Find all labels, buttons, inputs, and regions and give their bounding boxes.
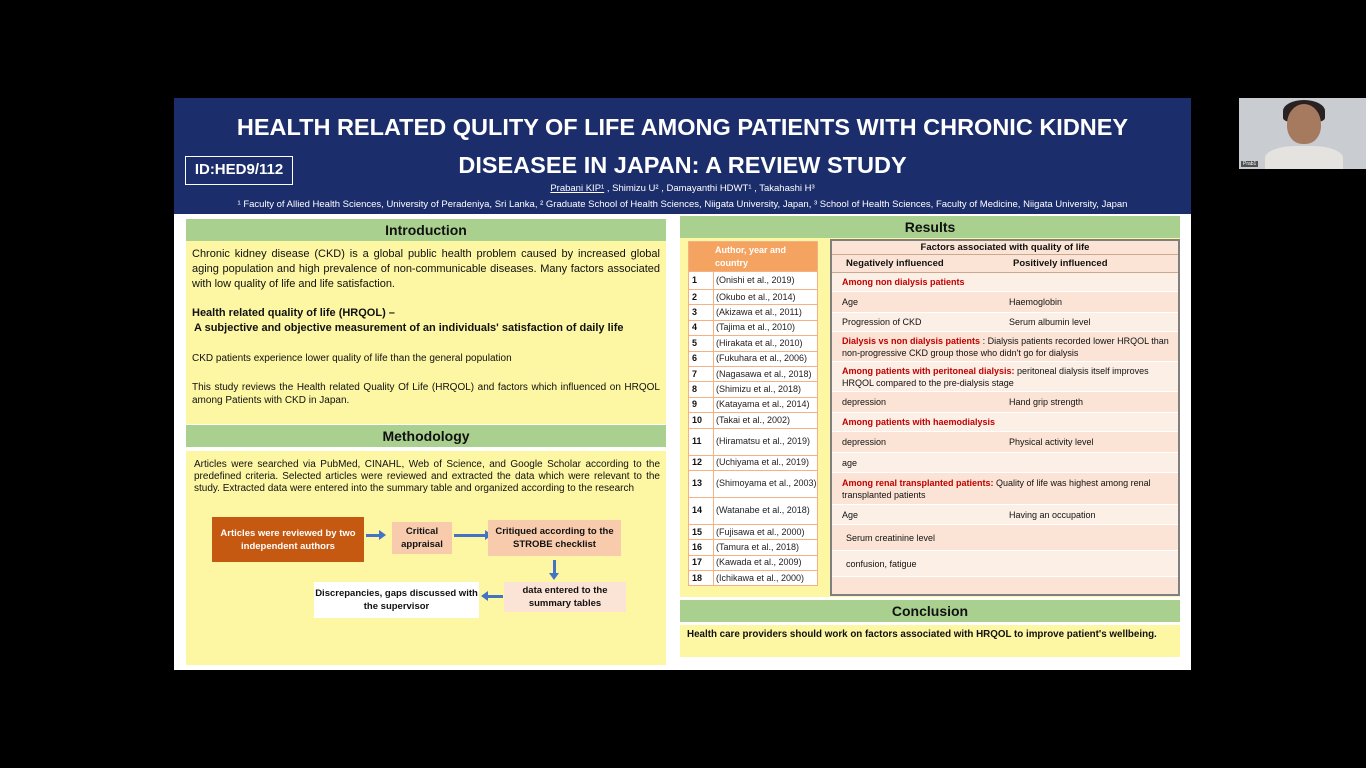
factor-row: depression Physical activity level bbox=[832, 432, 1178, 453]
factor-group-row: Among patients with peritoneal dialysis: peritoneal dialysis itself improves HRQOL compared to the pre-dialysis stage bbox=[832, 362, 1178, 392]
poster-title: HEALTH RELATED QULITY OF LIFE AMONG PATIENTS WITH CHRONIC KIDNEY DISEASEE IN JAPAN: A REVIEW STUDY bbox=[236, 114, 1129, 178]
conclusion-text: Health care providers should work on factors associated with HRQOL to improve patient's wellbeing. bbox=[680, 625, 1180, 657]
reference-row bbox=[689, 455, 817, 470]
reference-row bbox=[689, 335, 817, 350]
poster-id: ID:HED9/112 bbox=[185, 156, 293, 185]
reference-row bbox=[689, 497, 817, 524]
introduction-heading: Introduction bbox=[186, 219, 666, 241]
authors: Prabani KIP¹ , Shimizu U² , Damayanthi HDWT¹ , Takahashi H³ bbox=[550, 183, 815, 194]
reference-citation: (Uchiyama et al., 2019) bbox=[713, 456, 817, 470]
intro-para-1: Chronic kidney disease (CKD) is a global public health problem caused by increased global aging population and high prevalence of non-communicable diseases. Many factors associated with low quality of life and life satisfaction. bbox=[192, 248, 660, 290]
reference-number: 3 bbox=[692, 307, 698, 318]
flow-step-discrepancies: Discrepancies, gaps discussed with the supervisor bbox=[314, 582, 479, 618]
factor-row: Age Having an occupation bbox=[832, 505, 1178, 525]
reference-row bbox=[689, 351, 817, 366]
conclusion-heading: Conclusion bbox=[680, 600, 1180, 622]
reference-row bbox=[689, 289, 817, 304]
webcam-thumbnail[interactable] bbox=[1239, 98, 1366, 169]
arrow-1-icon bbox=[366, 534, 380, 537]
methodology-heading: Methodology bbox=[186, 425, 666, 447]
intro-para-3: This study reviews the Health related Quality Of Life (HRQOL) and factors which influenced on HRQOL among Patients with CKD in Japan. bbox=[192, 382, 660, 406]
reference-citation: (Katayama et al., 2014) bbox=[713, 398, 817, 412]
reference-row bbox=[689, 381, 817, 396]
reference-number: 12 bbox=[692, 457, 703, 468]
reference-row bbox=[689, 320, 817, 335]
results-heading: Results bbox=[680, 216, 1180, 238]
reference-citation: (Hiramatsu et al., 2019) bbox=[713, 429, 817, 455]
reference-citation: (Fukuhara et al., 2006) bbox=[713, 352, 817, 366]
references-header: Author, year and country bbox=[689, 242, 817, 271]
col-negative: Negatively influenced bbox=[846, 258, 944, 269]
factor-group-row: Among renal transplanted patients: Quality of life was highest among renal transplanted patients bbox=[832, 473, 1178, 505]
reference-citation: (Shimoyama et al., 2003) bbox=[713, 471, 817, 497]
reference-row bbox=[689, 428, 817, 455]
participant-body bbox=[1265, 146, 1343, 169]
reference-number: 18 bbox=[692, 572, 703, 583]
col-positive: Positively influenced bbox=[1013, 258, 1108, 269]
reference-citation: (Akizawa et al., 2011) bbox=[713, 305, 817, 319]
flow-step-appraisal: Critical appraisal bbox=[392, 522, 452, 554]
reference-citation: (Fujisawa et al., 2000) bbox=[713, 525, 817, 539]
reference-row bbox=[689, 555, 817, 570]
reference-number: 1 bbox=[692, 275, 698, 285]
reference-row bbox=[689, 412, 817, 427]
reference-citation: (Ichikawa et al., 2000) bbox=[713, 571, 817, 585]
reference-number: 15 bbox=[692, 526, 703, 537]
methodology-panel bbox=[186, 451, 666, 665]
poster bbox=[174, 98, 1191, 670]
introduction-panel bbox=[186, 241, 666, 424]
reference-number: 17 bbox=[692, 557, 703, 568]
reference-citation: (Tamura et al., 2018) bbox=[713, 540, 817, 554]
factor-row: depression Hand grip strength bbox=[832, 392, 1178, 413]
factors-columns bbox=[832, 255, 1178, 273]
reference-citation: (Watanabe et al., 2018) bbox=[713, 498, 817, 524]
flow-step-strobe: Critiqued according to the STROBE checklist bbox=[488, 520, 621, 556]
reference-citation: (Onishi et al., 2019) bbox=[713, 272, 817, 289]
reference-number: 14 bbox=[692, 505, 703, 516]
factor-group-row: Among non dialysis patients bbox=[832, 273, 1178, 292]
reference-number: 8 bbox=[692, 384, 698, 395]
reference-number: 4 bbox=[692, 322, 698, 333]
reference-number: 13 bbox=[692, 478, 703, 489]
hrqol-definition: A subjective and objective measurement of an individuals' satisfaction of daily life bbox=[194, 322, 624, 334]
reference-number: 2 bbox=[692, 291, 698, 302]
arrow-2-icon bbox=[454, 534, 486, 537]
reference-row bbox=[689, 271, 817, 289]
poster-header bbox=[174, 98, 1191, 214]
reference-citation: (Nagasawa et al., 2018) bbox=[713, 367, 817, 381]
reference-row bbox=[689, 397, 817, 412]
factor-row: age bbox=[832, 453, 1178, 473]
reference-number: 6 bbox=[692, 353, 698, 364]
factor-group-row: Among patients with haemodialysis bbox=[832, 413, 1178, 432]
references-table bbox=[688, 241, 818, 586]
participant-name: Prab1 bbox=[1243, 161, 1257, 167]
reference-row bbox=[689, 366, 817, 381]
reference-citation: (Tajima et al., 2010) bbox=[713, 321, 817, 335]
factors-title: Factors associated with quality of life bbox=[832, 241, 1178, 255]
reference-citation: (Takai et al., 2002) bbox=[713, 413, 817, 427]
reference-row bbox=[689, 539, 817, 554]
participant-face bbox=[1287, 104, 1321, 144]
arrow-4-icon bbox=[487, 595, 503, 598]
factor-row: confusion, fatigue bbox=[832, 551, 1178, 577]
reference-number: 5 bbox=[692, 337, 698, 348]
flow-step-data-entered: data entered to the summary tables bbox=[504, 582, 626, 612]
factor-group-row: Dialysis vs non dialysis patients : Dialysis patients recorded lower HRQOL than non-progressive CKD group those who didn't go for dialysis bbox=[832, 332, 1178, 362]
hrqol-title: Health related quality of life (HRQOL) – bbox=[192, 307, 395, 319]
factor-row: Serum creatinine level bbox=[832, 525, 1178, 551]
reference-number: 10 bbox=[692, 414, 703, 425]
reference-row bbox=[689, 570, 817, 585]
reference-row bbox=[689, 524, 817, 539]
arrow-3-icon bbox=[553, 560, 556, 574]
factor-row: Age Haemoglobin bbox=[832, 292, 1178, 313]
reference-row bbox=[689, 470, 817, 497]
flow-step-reviewed: Articles were reviewed by two independent authors bbox=[212, 517, 364, 562]
reference-row bbox=[689, 304, 817, 319]
reference-citation: (Okubo et al., 2014) bbox=[713, 290, 817, 304]
reference-citation: (Kawada et al., 2009) bbox=[713, 556, 817, 570]
affiliations: ¹ Faculty of Allied Health Sciences, University of Peradeniya, Sri Lanka, ² Graduate School of Health Sciences, Niigata University, Japan, ³ School of Health Sciences, Faculty of Medicine, Niigata University, Japan bbox=[237, 199, 1128, 210]
methodology-text: Articles were searched via PubMed, CINAHL, Web of Science, and Google Scholar according to the predefined criteria. Selected articles were reviewed and extracted the data which were relevant to the study. Extracted data were entered into the summary table and organized according to the research bbox=[194, 459, 660, 494]
factors-table bbox=[830, 239, 1180, 596]
reference-number: 9 bbox=[692, 399, 698, 410]
reference-citation: (Hirakata et al., 2010) bbox=[713, 336, 817, 350]
reference-number: 16 bbox=[692, 541, 703, 552]
reference-number: 7 bbox=[692, 368, 698, 379]
reference-citation: (Shimizu et al., 2018) bbox=[713, 382, 817, 396]
reference-number: 11 bbox=[692, 436, 702, 447]
factor-row: Progression of CKD Serum albumin level bbox=[832, 313, 1178, 332]
intro-para-2: CKD patients experience lower quality of life than the general population bbox=[192, 353, 512, 364]
